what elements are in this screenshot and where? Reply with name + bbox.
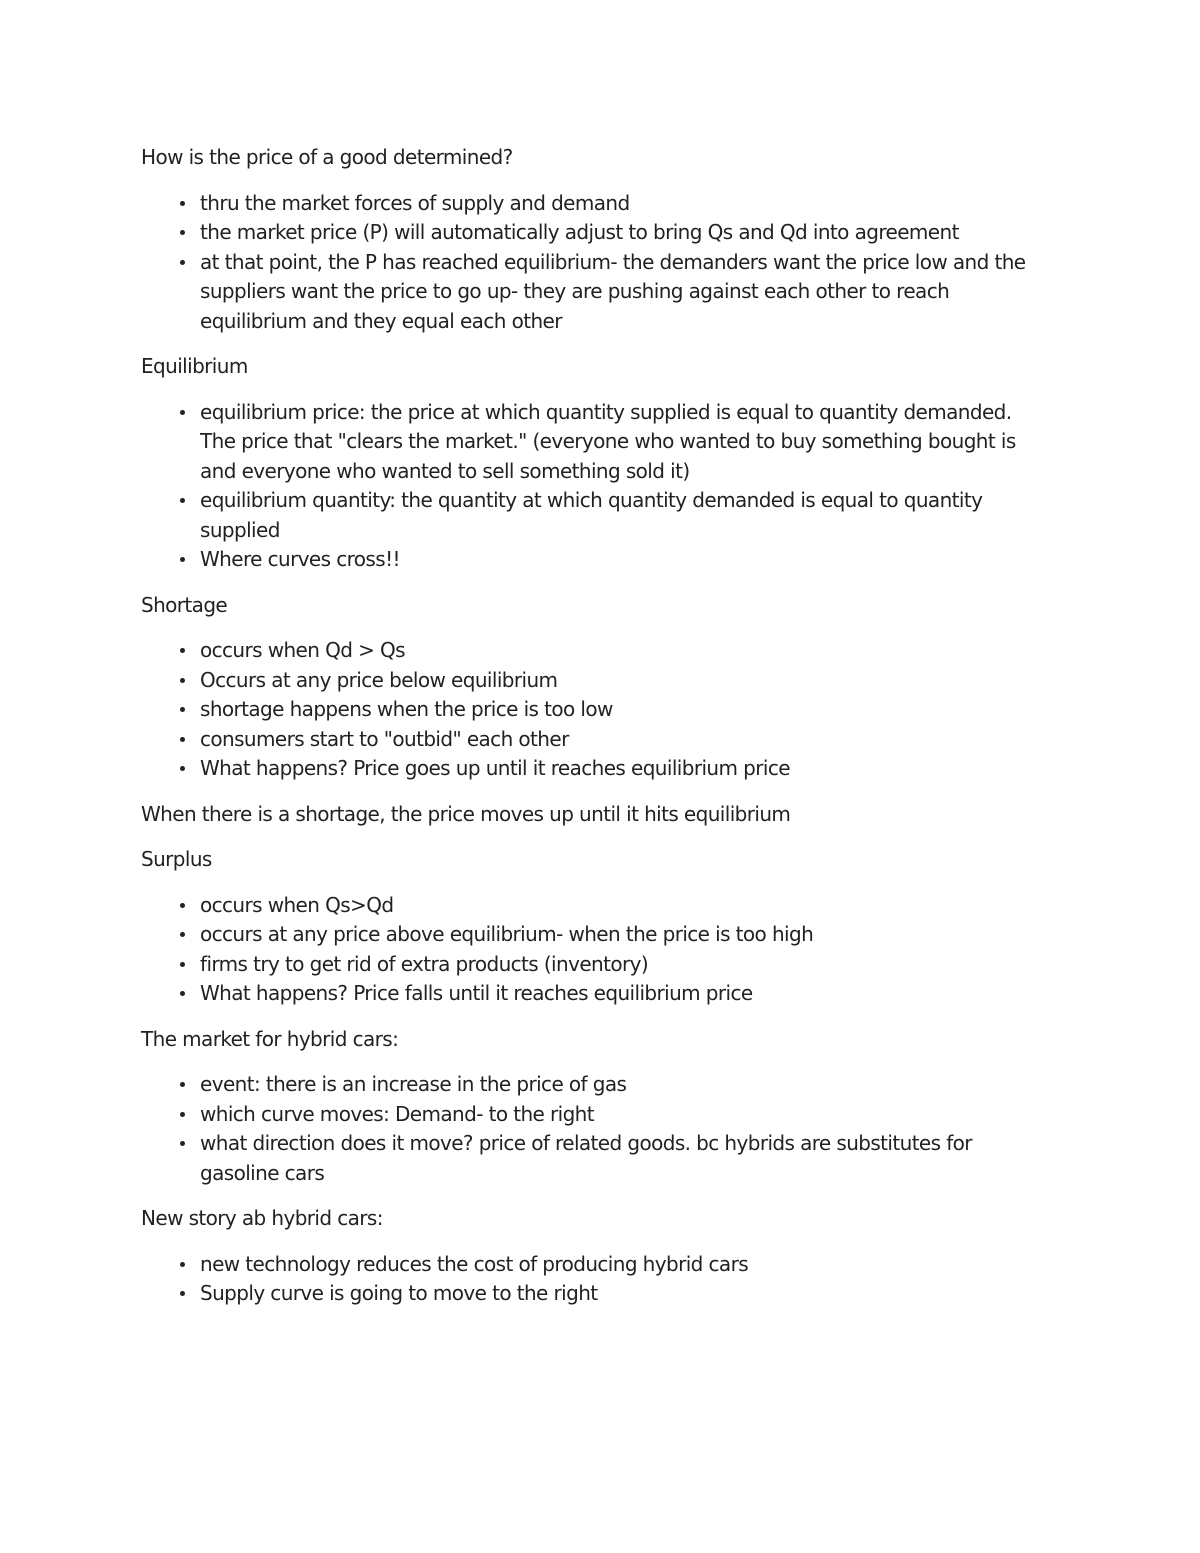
- bullet-list-shortage: [141, 636, 1041, 784]
- bullet-item: Occurs at any price below equilibrium: [200, 666, 1041, 696]
- section-heading-hybrid-new-story: New story ab hybrid cars:: [141, 1206, 383, 1230]
- bullet-list-hybrid-new-story: [141, 1250, 1041, 1309]
- bullet-item: which curve moves: Demand- to the right: [200, 1100, 1041, 1130]
- bullet-list-price-determination: [141, 189, 1041, 337]
- bullet-item: What happens? Price falls until it reaches equilibrium price: [200, 979, 1041, 1009]
- section-heading-hybrid-market: The market for hybrid cars:: [141, 1026, 399, 1051]
- bullet-item: occurs when Qs>Qd: [200, 891, 1041, 921]
- section-heading-equilibrium: Equilibrium: [141, 354, 248, 378]
- bullet-list-hybrid-market: [141, 1070, 1041, 1188]
- section-heading-price-determination: How is the price of a good determined?: [141, 145, 513, 169]
- bullet-item: firms try to get rid of extra products (inventory): [200, 950, 1041, 980]
- document-content: [141, 143, 1041, 1325]
- bullet-item: shortage happens when the price is too low: [200, 695, 1041, 725]
- bullet-item: new technology reduces the cost of producing hybrid cars: [200, 1250, 1041, 1280]
- bullet-item: occurs at any price above equilibrium- when the price is too high: [200, 920, 1041, 950]
- bullet-item: equilibrium price: the price at which quantity supplied is equal to quantity demanded. The price that "clears the market." (everyone who wanted to buy something bought is and everyone who wanted to sell something sold it): [200, 398, 1041, 487]
- bullet-list-surplus: [141, 891, 1041, 1009]
- bullet-item: event: there is an increase in the price of gas: [200, 1070, 1041, 1100]
- bullet-item: thru the market forces of supply and demand: [200, 189, 1041, 219]
- bullet-item: Supply curve is going to move to the right: [200, 1279, 1041, 1309]
- section-heading-shortage: Shortage: [141, 592, 228, 617]
- bullet-item: Where curves cross!!: [200, 545, 1041, 575]
- bullet-item: consumers start to "outbid" each other: [200, 725, 1041, 755]
- bullet-list-equilibrium: [141, 398, 1041, 575]
- bullet-item: at that point, the P has reached equilibrium- the demanders want the price low and the suppliers want the price to go up- they are pushing against each other to reach equilibrium and they equal each other: [200, 248, 1041, 337]
- bullet-item: what direction does it move? price of related goods. bc hybrids are substitutes for gasoline cars: [200, 1129, 1041, 1188]
- shortage-summary-note: When there is a shortage, the price moves up until it hits equilibrium: [141, 801, 791, 826]
- bullet-item: occurs when Qd > Qs: [200, 636, 1041, 666]
- section-heading-surplus: Surplus: [141, 847, 212, 871]
- bullet-item: What happens? Price goes up until it reaches equilibrium price: [200, 754, 1041, 784]
- bullet-item: the market price (P) will automatically adjust to bring Qs and Qd into agreement: [200, 218, 1041, 248]
- bullet-item: equilibrium quantity: the quantity at which quantity demanded is equal to quantity supplied: [200, 486, 1041, 545]
